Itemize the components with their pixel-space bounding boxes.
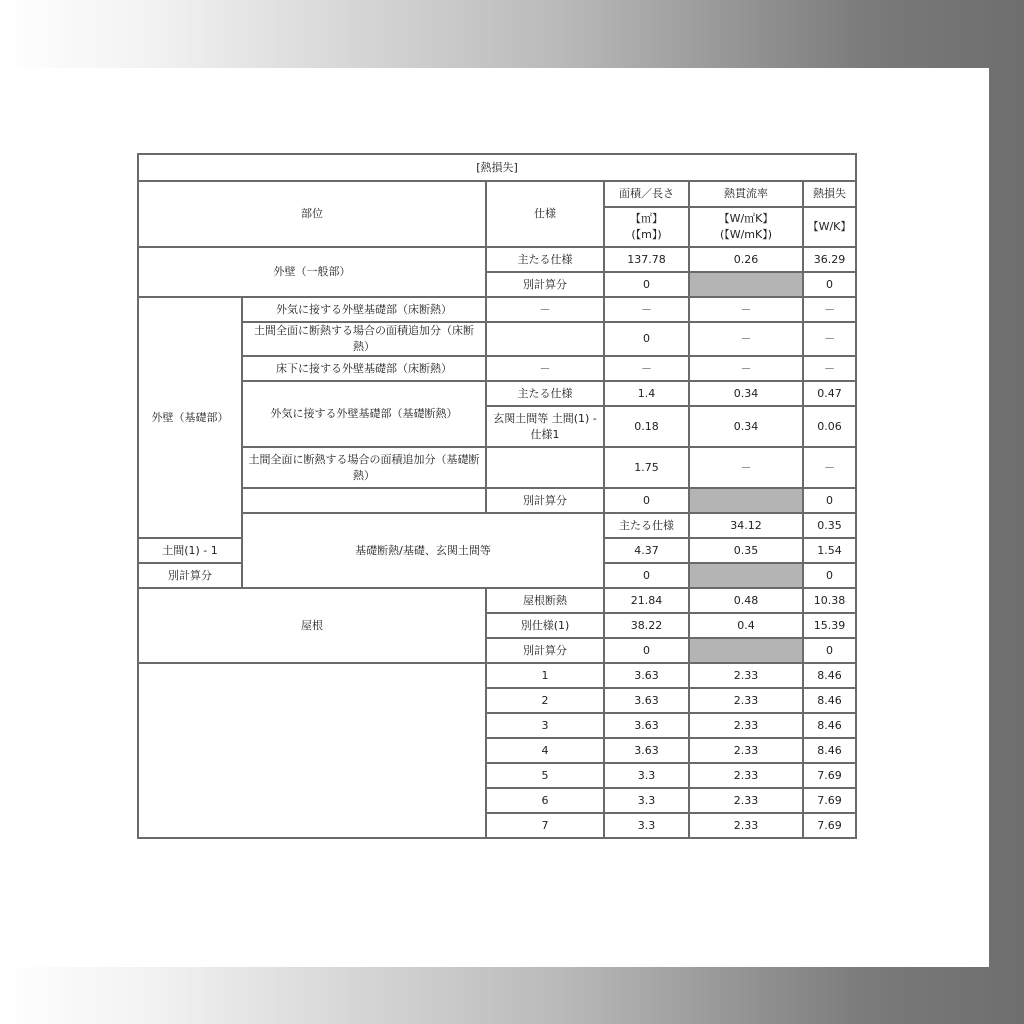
area-cell: 0 — [604, 638, 689, 663]
u-value-cell: 2.33 — [689, 688, 803, 713]
sub-part-cell-empty — [242, 488, 486, 513]
table-row — [138, 322, 856, 356]
area-cell: 1.4 — [604, 381, 689, 406]
u-value-cell: － — [689, 447, 803, 488]
u-value-cell: 2.33 — [689, 713, 803, 738]
spec-cell-empty — [486, 322, 604, 356]
wall-general-label: 外壁（一般部） — [138, 247, 486, 297]
u-value-cell-empty — [689, 638, 803, 663]
heat-loss-cell: 7.69 — [803, 788, 856, 813]
table-row — [138, 381, 856, 406]
heat-loss-cell: 0 — [803, 272, 856, 297]
u-value-cell: 0.35 — [803, 513, 856, 538]
heat-loss-cell: － — [803, 297, 856, 322]
heat-loss-cell: － — [803, 447, 856, 488]
spec-cell: 5 — [486, 763, 604, 788]
heat-loss-cell: 1.54 — [803, 538, 856, 563]
spec-cell: 屋根断熱 — [486, 588, 604, 613]
area-cell: 34.12 — [689, 513, 803, 538]
heat-loss-cell: 15.39 — [803, 613, 856, 638]
header-row — [138, 181, 856, 207]
sub-part-cell: 床下に接する外壁基礎部（床断熱） — [242, 356, 486, 381]
area-cell: 38.22 — [604, 613, 689, 638]
area-cell: 3.3 — [604, 763, 689, 788]
heat-loss-table — [137, 153, 857, 839]
spec-cell: 別仕様(1) — [486, 613, 604, 638]
area-cell: 0 — [604, 563, 689, 588]
heat-loss-cell: 10.38 — [803, 588, 856, 613]
u-value-cell: 2.33 — [689, 788, 803, 813]
heat-loss-cell: － — [803, 356, 856, 381]
u-unit-secondary: (【W/mK】) — [719, 228, 773, 241]
u-value-cell: 0.35 — [689, 538, 803, 563]
heat-loss-cell: 36.29 — [803, 247, 856, 272]
area-cell: 3.63 — [604, 738, 689, 763]
area-cell: 3.3 — [604, 813, 689, 838]
spec-cell: 土間(1) - 1 — [138, 538, 242, 563]
sub-part-cell: 土間全面に断熱する場合の面積追加分（基礎断熱） — [242, 447, 486, 488]
u-unit-primary: 【W/㎡K】 — [718, 212, 774, 225]
area-cell: 3.63 — [604, 663, 689, 688]
area-cell: 0.18 — [604, 406, 689, 447]
table-row — [138, 663, 856, 688]
document-page — [0, 68, 989, 967]
spec-cell: 別計算分 — [486, 488, 604, 513]
area-cell: 0 — [604, 488, 689, 513]
header-area-unit — [604, 207, 689, 247]
spec-cell: 1 — [486, 663, 604, 688]
u-value-cell: － — [689, 297, 803, 322]
u-value-cell: 2.33 — [689, 663, 803, 688]
u-value-cell: 0.34 — [689, 381, 803, 406]
heat-loss-cell: 7.69 — [803, 813, 856, 838]
u-value-cell: 2.33 — [689, 763, 803, 788]
heat-loss-cell: 8.46 — [803, 738, 856, 763]
header-heat-loss-unit: 【W/K】 — [803, 207, 856, 247]
openings-label-cell — [138, 663, 486, 838]
spec-cell: － — [486, 297, 604, 322]
table-row — [138, 297, 856, 322]
spec-cell: － — [486, 356, 604, 381]
area-cell: 0 — [604, 322, 689, 356]
area-cell: 0 — [604, 272, 689, 297]
u-value-cell-empty — [689, 563, 803, 588]
spec-cell: 主たる仕様 — [604, 513, 689, 538]
spec-cell: 別計算分 — [138, 563, 242, 588]
u-value-cell: － — [689, 322, 803, 356]
table-row — [138, 488, 856, 513]
table-row — [138, 447, 856, 488]
header-part: 部位 — [138, 181, 486, 247]
heat-loss-cell: 0 — [803, 563, 856, 588]
area-cell: － — [604, 356, 689, 381]
spec-cell: 7 — [486, 813, 604, 838]
table-row — [138, 356, 856, 381]
spec-cell: 別計算分 — [486, 272, 604, 297]
wall-base-label: 外壁（基礎部） — [138, 297, 242, 538]
table-row — [138, 247, 856, 272]
heat-loss-cell: 0 — [803, 638, 856, 663]
area-cell: 3.63 — [604, 713, 689, 738]
heat-loss-cell: 8.46 — [803, 713, 856, 738]
heat-loss-cell: 0 — [803, 488, 856, 513]
u-value-cell-empty — [689, 272, 803, 297]
roof-label: 屋根 — [138, 588, 486, 663]
area-cell: 4.37 — [604, 538, 689, 563]
spec-cell-empty — [486, 447, 604, 488]
spec-cell: 3 — [486, 713, 604, 738]
heat-loss-cell: － — [803, 322, 856, 356]
heat-loss-cell: 0.06 — [803, 406, 856, 447]
area-unit-primary: 【㎡】 — [630, 212, 663, 225]
table-row — [138, 588, 856, 613]
area-cell: 137.78 — [604, 247, 689, 272]
area-cell: 1.75 — [604, 447, 689, 488]
u-value-cell: － — [689, 356, 803, 381]
spec-cell: 6 — [486, 788, 604, 813]
table-title: [熱損失] — [138, 154, 856, 181]
u-value-cell: 0.34 — [689, 406, 803, 447]
header-spec: 仕様 — [486, 181, 604, 247]
spec-cell: 主たる仕様 — [486, 247, 604, 272]
spec-cell: 2 — [486, 688, 604, 713]
heat-loss-cell: 0.47 — [803, 381, 856, 406]
table-row — [138, 513, 856, 538]
header-area: 面積／長さ — [604, 181, 689, 207]
u-value-cell: 0.48 — [689, 588, 803, 613]
heat-loss-cell: 7.69 — [803, 763, 856, 788]
area-cell: 3.63 — [604, 688, 689, 713]
sub-part-cell: 外気に接する外壁基礎部（基礎断熱） — [242, 381, 486, 447]
u-value-cell-empty — [689, 488, 803, 513]
u-value-cell: 0.26 — [689, 247, 803, 272]
header-u-value-unit — [689, 207, 803, 247]
header-heat-loss: 熱損失 — [803, 181, 856, 207]
heat-loss-cell: 8.46 — [803, 688, 856, 713]
u-value-cell: 0.4 — [689, 613, 803, 638]
spec-cell: 4 — [486, 738, 604, 763]
u-value-cell: 2.33 — [689, 738, 803, 763]
foundation-label: 基礎断熱/基礎、玄関土間等 — [242, 513, 604, 588]
area-cell: － — [604, 297, 689, 322]
spec-cell: 別計算分 — [486, 638, 604, 663]
header-u-value: 熱貫流率 — [689, 181, 803, 207]
heat-loss-cell: 8.46 — [803, 663, 856, 688]
sub-part-cell: 土間全面に断熱する場合の面積追加分（床断熱） — [242, 322, 486, 356]
sub-part-cell: 外気に接する外壁基礎部（床断熱） — [242, 297, 486, 322]
u-value-cell: 2.33 — [689, 813, 803, 838]
area-cell: 21.84 — [604, 588, 689, 613]
area-cell: 3.3 — [604, 788, 689, 813]
title-row — [138, 154, 856, 181]
spec-cell: 主たる仕様 — [486, 381, 604, 406]
area-unit-secondary: (【m】) — [631, 228, 662, 241]
spec-cell: 玄関土間等 土間(1) - 仕様1 — [486, 406, 604, 447]
heat-loss-table-viewport — [137, 153, 855, 832]
